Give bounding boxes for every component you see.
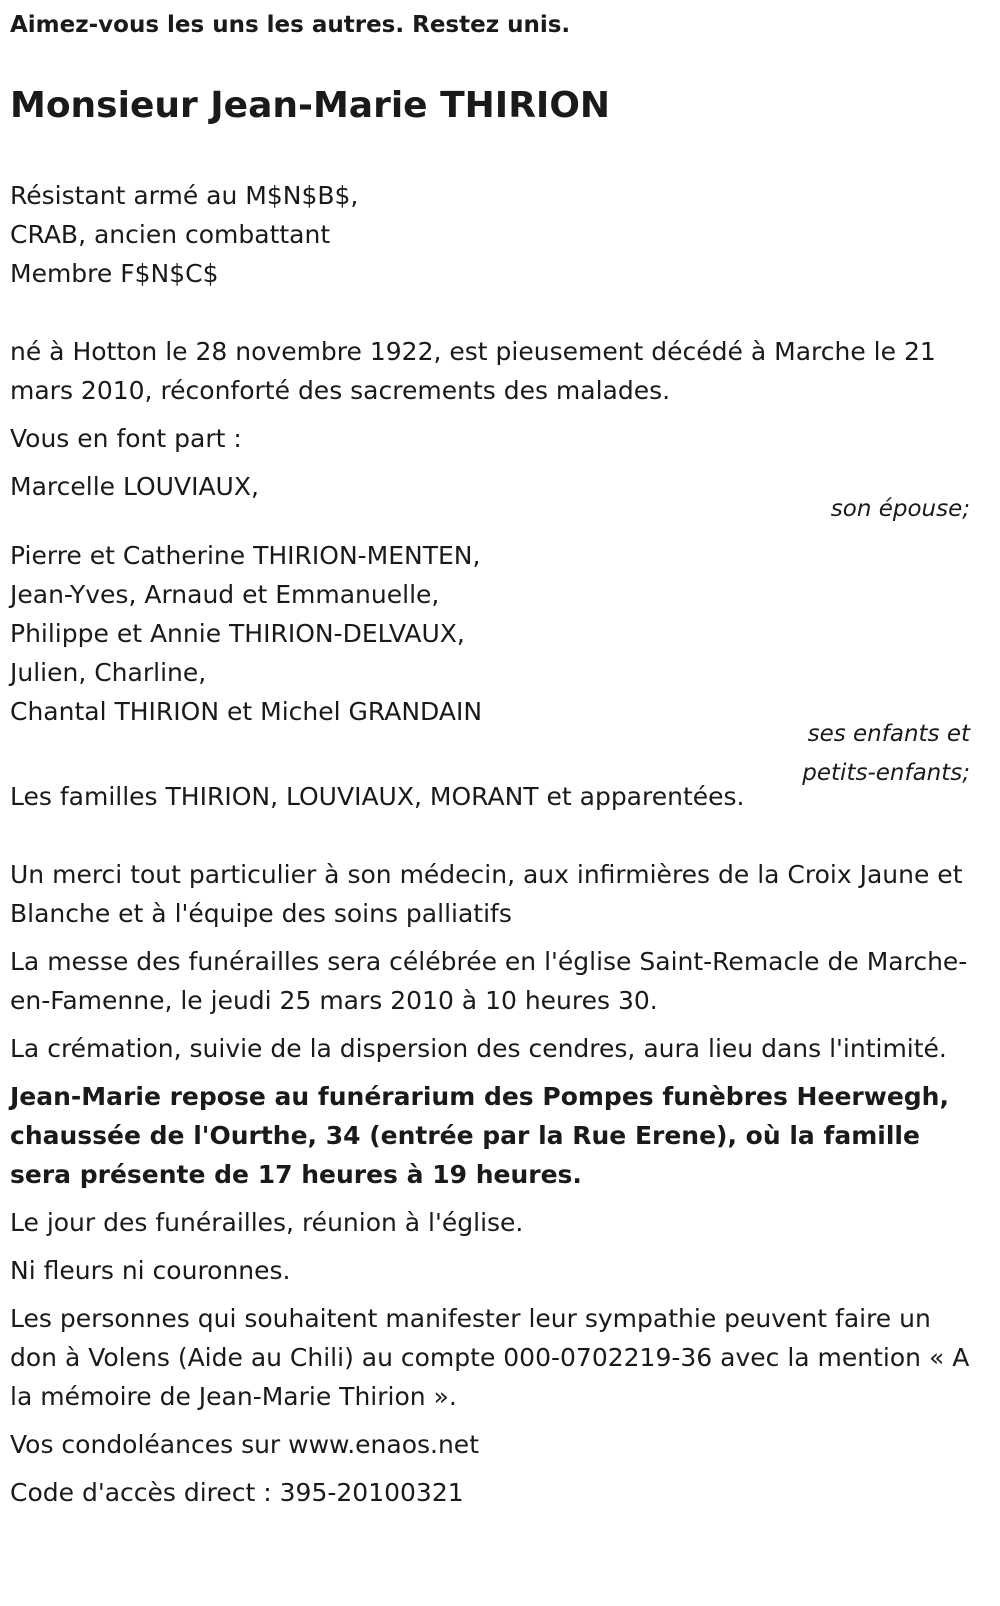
child-line: Chantal THIRION et Michel GRANDAIN (10, 697, 483, 726)
children-block (10, 536, 970, 731)
obituary-notice (10, 0, 970, 1512)
birth-death-text: né à Hotton le 28 novembre 1922, est pieusement décédé à Marche le 21 mars 2010, réconforté des sacrements des malades. (10, 337, 936, 405)
children-relation-line2: petits-enfants; (802, 760, 970, 786)
mass-text: La messe des funérailles sera célébrée en l'église Saint-Remacle de Marche-en-Famenne, le jeudi 25 mars 2010 à 10 heures 30. (10, 947, 968, 1015)
meeting-text: Le jour des funérailles, réunion à l'église. (10, 1208, 524, 1237)
motto: Aimez-vous les uns les autres. Restez unis. (10, 12, 571, 38)
access-code-text: Code d'accès direct : 395-20100321 (10, 1478, 464, 1507)
spouse-relation: son épouse; (830, 496, 970, 522)
title-line: Membre F$N$C$ (10, 259, 219, 288)
thanks-text: Un merci tout particulier à son médecin, aux infirmières de la Croix Jaune et Blanche et à l'équipe des soins palliatifs (10, 860, 963, 928)
announce-text: Vous en font part : (10, 424, 242, 453)
child-line: Julien, Charline, (10, 658, 207, 687)
condolences-text: Vos condoléances sur www.enaos.net (10, 1430, 479, 1459)
titles-block (10, 176, 970, 293)
families-text: Les familles THIRION, LOUVIAUX, MORANT et apparentées. (10, 782, 745, 811)
child-line: Jean-Yves, Arnaud et Emmanuelle, (10, 580, 440, 609)
deceased-name: Monsieur Jean-Marie THIRION (10, 85, 611, 126)
children-relation-line1: ses enfants et (807, 721, 970, 747)
child-line: Pierre et Catherine THIRION-MENTEN, (10, 541, 481, 570)
title-line: CRAB, ancien combattant (10, 220, 331, 249)
child-line: Philippe et Annie THIRION-DELVAUX, (10, 619, 465, 648)
spouse-name: Marcelle LOUVIAUX, (10, 472, 259, 501)
cremation-text: La crémation, suivie de la dispersion des cendres, aura lieu dans l'intimité. (10, 1034, 947, 1063)
funerarium-text: Jean-Marie repose au funérarium des Pompes funèbres Heerwegh, chaussée de l'Ourthe, 34 (entrée par la Rue Erene), où la famille sera présente de 17 heures à 19 heures. (10, 1082, 949, 1189)
flowers-text: Ni fleurs ni couronnes. (10, 1256, 291, 1285)
title-line: Résistant armé au M$N$B$, (10, 181, 359, 210)
donation-text: Les personnes qui souhaitent manifester leur sympathie peuvent faire un don à Volens (Aide au Chili) au compte 000-0702219-36 avec la mention « A la mémoire de Jean-Marie Thirion ». (10, 1304, 970, 1411)
